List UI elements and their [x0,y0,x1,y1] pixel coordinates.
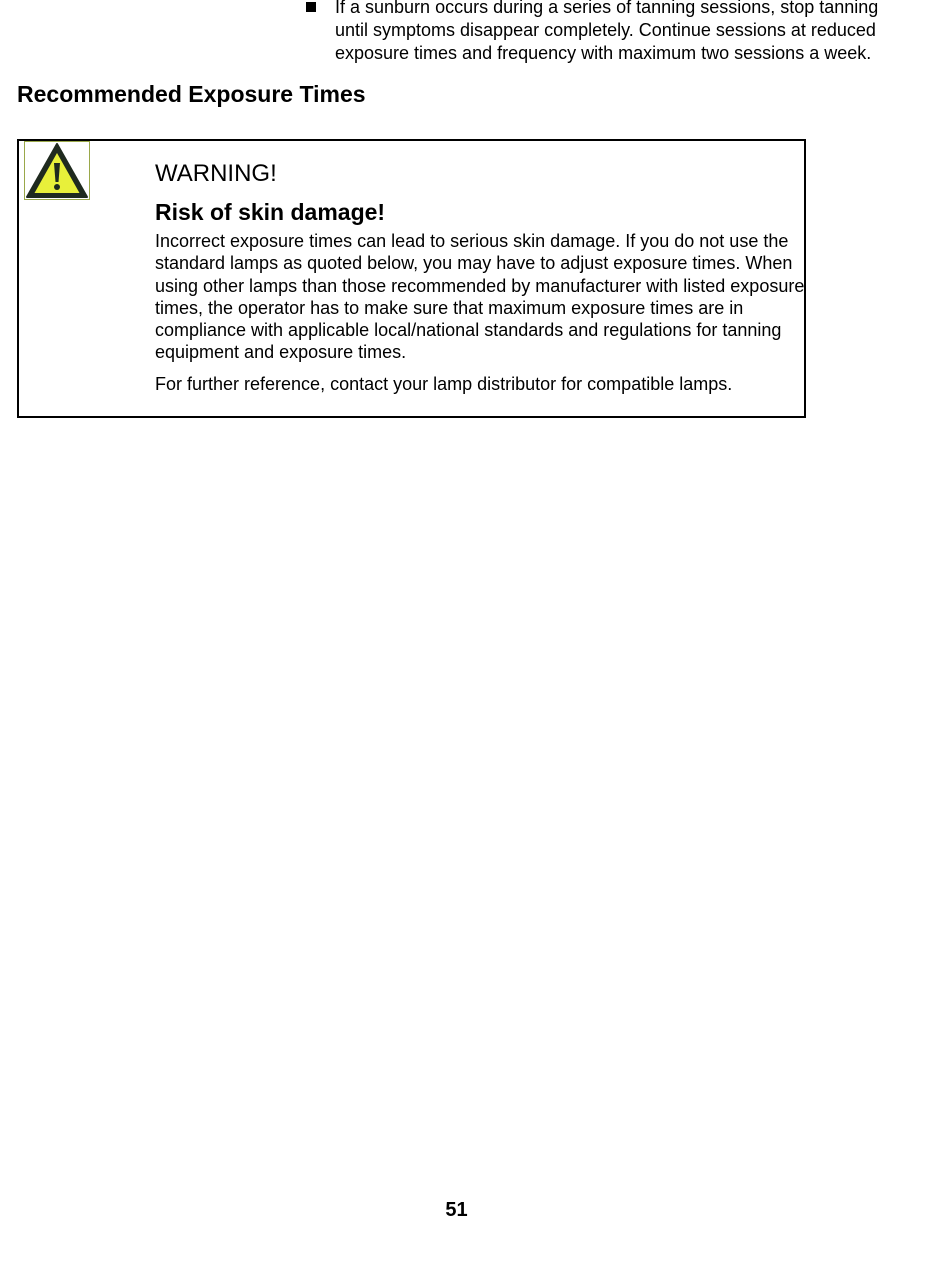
section-heading: Recommended Exposure Times [17,81,366,107]
warning-content [155,159,805,395]
warning-subtitle: Risk of skin damage! [155,199,386,225]
page-number: 51 [445,1199,468,1221]
warning-triangle-icon [24,141,90,200]
warning-title: WARNING! [155,160,277,187]
warning-body: Incorrect exposure times can lead to serious skin damage. If you do not use the standard lamps as quoted below, you may have to adjust exposure times. When using other lamps than those recommended by manufacturer with listed exposure times, the operator has to make sure that maximum exposure times are in compliance with applicable local/national standards and regulations for tanning equipment and exposure times. [155,231,805,363]
bullet-square-icon [306,2,316,12]
bullet-text: If a sunburn occurs during a series of tanning sessions, stop tanning until symptoms disappear completely. Continue sessions at reduced exposure times and frequency with maximum two sessions a week. [335,0,879,63]
warning-box [17,139,806,418]
warning-note: For further reference, contact your lamp distributor for compatible lamps. [155,373,733,394]
